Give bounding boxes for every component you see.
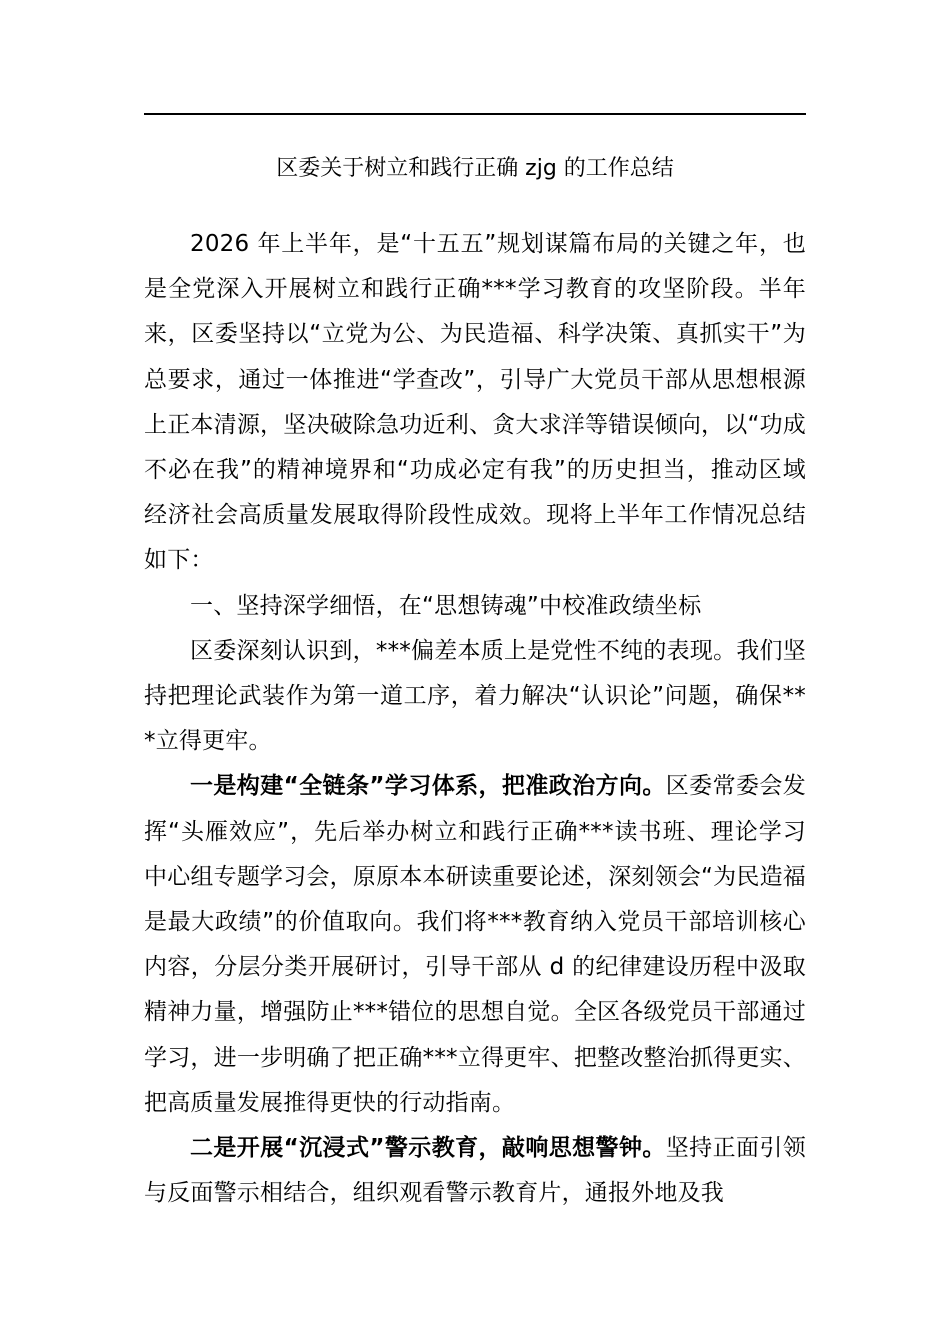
- document-title: 区委关于树立和践行正确 zjg 的工作总结: [276, 156, 674, 181]
- paragraph-text: 坚持正面引领与反面警示相结合，组织观看警示教育片，通报外地及我: [144, 1135, 806, 1207]
- paragraph-section-1-intro: [144, 629, 806, 765]
- paragraph-intro: [144, 222, 806, 584]
- paragraph-text: 区委深刻认识到，***偏差本质上是党性不纯的表现。我们坚持把理论武装作为第一道工序，着力解决“认识论”问题，确保***立得更牢。: [144, 637, 806, 755]
- section-heading-text: 一、坚持深学细悟，在“思想铸魂”中校准政绩坐标: [190, 592, 702, 619]
- paragraph-text: 2026 年上半年，是“十五五”规划谋篇布局的关键之年，也是全党深入开展树立和践行正确***学习教育的攻坚阶段。半年来，区委坚持以“立党为公、为民造福、科学决策、真抓实干”为总要求，通过一体推进“学查改”，引导广大党员干部从思想根源上正本清源，坚决破除急功近利、贪大求洋等错误倾向，以“功成不必在我”的精神境界和“功成必定有我”的历史担当，推动区域经济社会高质量发展取得阶段性成效。现将上半年工作情况总结如下：: [144, 231, 806, 574]
- section-heading-1: [144, 584, 806, 629]
- document-body: [144, 222, 806, 1216]
- paragraph-text: 区委常委会发挥“头雁效应”，先后举办树立和践行正确***读书班、理论学习中心组专题学习会，原原本本研读重要论述，深刻领会“为民造福是最大政绩”的价值取向。我们将***教育纳入党员干部培训核心内容，分层分类开展研讨，引导干部从 d 的纪律建设历程中汲取精神力量，增强防止***错位的思想自觉。全区各级党员干部通过学习，进一步明确了把正确***立得更牢、把整改整治抓得更实、把高质量发展推得更快的行动指南。: [144, 773, 806, 1116]
- paragraph-point-2: [144, 1126, 806, 1216]
- point-lead: 一是构建“全链条”学习体系，把准政治方向。: [190, 773, 666, 800]
- paragraph-point-1: [144, 764, 806, 1126]
- header-rule: [144, 113, 806, 115]
- point-lead: 二是开展“沉浸式”警示教育，敲响思想警钟。: [190, 1135, 666, 1162]
